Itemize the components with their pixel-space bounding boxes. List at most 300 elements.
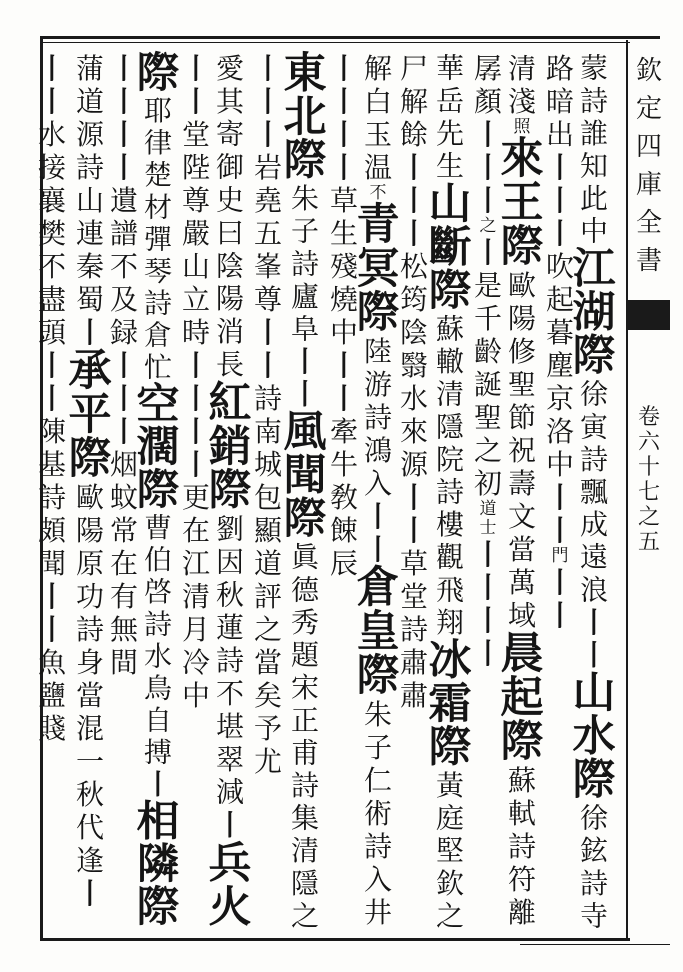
heading-glyph: 山 — [428, 179, 472, 229]
text-glyph: 間 — [109, 646, 138, 679]
text-glyph: 尸 — [399, 52, 428, 85]
repeat-mark: 丨 — [329, 118, 358, 151]
text-glyph: 歐 — [507, 269, 536, 302]
text-glyph: 襄 — [37, 184, 66, 217]
text-glyph: 仁 — [363, 764, 392, 797]
text-glyph: 門 — [551, 546, 569, 566]
text-glyph: 堂 — [399, 580, 428, 613]
text-glyph: 道 — [75, 85, 104, 118]
text-glyph: 草 — [399, 547, 428, 580]
text-glyph: 秀 — [290, 606, 319, 639]
text-glyph: 起 — [545, 283, 574, 316]
text-glyph: 寅 — [579, 410, 608, 444]
heading-glyph: 起 — [500, 673, 544, 723]
text-glyph: 矣 — [253, 679, 282, 712]
text-glyph: 之 — [253, 613, 282, 646]
text-glyph: 尊 — [181, 184, 210, 217]
text-glyph: 觀 — [435, 541, 464, 574]
heading-glyph: 青 — [356, 200, 400, 250]
text-glyph: 詩 — [143, 287, 172, 320]
text-glyph: 吹 — [545, 250, 574, 283]
repeat-mark: 丨 — [329, 382, 358, 415]
heading-glyph: 風 — [283, 407, 327, 458]
text-glyph: 道 — [479, 499, 497, 519]
margin-glyph: 書 — [635, 246, 662, 276]
text-glyph: 翠 — [215, 742, 244, 776]
text-glyph: 中 — [579, 215, 608, 248]
text-glyph: 千 — [473, 302, 502, 335]
text-glyph: 蒲 — [75, 52, 104, 85]
text-glyph: 寺 — [579, 899, 608, 933]
repeat-mark: 丨 — [143, 768, 172, 801]
text-glyph: 玉 — [363, 118, 392, 151]
text-glyph: 減 — [215, 775, 244, 809]
heading-glyph: 濶 — [136, 423, 180, 472]
text-glyph: 賤 — [37, 712, 66, 745]
text-glyph: 基 — [37, 448, 66, 481]
heading-glyph: 際 — [136, 883, 180, 932]
text-glyph: 庭 — [435, 801, 464, 835]
text-glyph: 無 — [109, 613, 138, 646]
text-glyph: 秦 — [75, 250, 104, 283]
text-glyph: 搏 — [143, 736, 172, 769]
fishtail-mark — [628, 300, 670, 330]
text-glyph: 白 — [363, 85, 392, 118]
text-glyph: 鳥 — [143, 672, 172, 705]
margin-glyph: 全 — [635, 208, 662, 238]
text-glyph: 歐 — [75, 481, 104, 514]
heading-glyph: 晨 — [500, 629, 544, 679]
text-column — [29, 52, 75, 745]
heading-glyph: 王 — [500, 178, 544, 228]
text-glyph: 烟 — [109, 448, 138, 481]
text-glyph: 子 — [290, 215, 319, 248]
heading-glyph: 際 — [428, 266, 472, 316]
text-glyph: 辰 — [329, 547, 358, 580]
text-glyph: 譜 — [109, 217, 138, 250]
margin-glyph: 六 — [637, 430, 660, 455]
text-glyph: 祝 — [507, 434, 536, 467]
text-glyph: 聖 — [473, 401, 502, 434]
heading-glyph: 聞 — [283, 451, 327, 501]
text-glyph: 立 — [181, 283, 210, 316]
text-glyph: 詩 — [75, 613, 104, 646]
text-glyph: 倉 — [143, 319, 172, 352]
text-glyph: 及 — [109, 283, 138, 316]
text-glyph: 中 — [545, 448, 574, 481]
text-glyph: 包 — [253, 481, 282, 514]
text-glyph: 正 — [290, 704, 319, 737]
repeat-mark: 丨 — [329, 349, 358, 382]
text-glyph: 洛 — [545, 415, 574, 448]
text-glyph: 堯 — [253, 184, 282, 217]
text-glyph: 之 — [290, 899, 319, 933]
outer-border-top — [40, 36, 660, 39]
text-glyph: 伯 — [143, 543, 172, 576]
text-glyph: 城 — [253, 448, 282, 481]
text-glyph: 塵 — [545, 349, 574, 382]
text-glyph: 壽 — [507, 467, 536, 500]
text-glyph: 解 — [363, 52, 392, 85]
repeat-mark: 丨 — [253, 316, 282, 349]
repeat-mark: 丨 — [399, 151, 428, 184]
text-glyph: 有 — [109, 580, 138, 613]
text-glyph: 詩 — [507, 830, 536, 863]
text-glyph: 集 — [290, 801, 319, 835]
heading-glyph: 際 — [356, 288, 400, 338]
text-glyph: 詩 — [579, 867, 608, 900]
text-glyph: 照 — [513, 117, 531, 137]
text-glyph: 廬 — [290, 280, 319, 313]
text-glyph: 翔 — [435, 606, 464, 639]
text-glyph: 此 — [579, 182, 608, 216]
text-glyph: 入 — [363, 863, 392, 896]
text-glyph: 混 — [75, 712, 104, 745]
heading-glyph: 江 — [572, 244, 616, 295]
text-glyph: 曰 — [215, 216, 244, 250]
repeat-mark: 丨 — [399, 184, 428, 217]
text-glyph: 初 — [473, 467, 502, 500]
heading-glyph: 際 — [136, 49, 180, 98]
repeat-mark: 丨 — [75, 877, 104, 910]
text-glyph: 游 — [363, 368, 392, 401]
text-glyph: 生 — [329, 217, 358, 250]
text-glyph: 黃 — [435, 769, 464, 802]
repeat-mark: 丨 — [109, 382, 138, 415]
text-glyph: 京 — [545, 382, 574, 415]
heading-glyph: 際 — [356, 651, 400, 701]
text-glyph: 成 — [579, 508, 608, 542]
text-glyph: 節 — [507, 401, 536, 434]
text-glyph: 顯 — [253, 514, 282, 547]
heading-glyph: 承 — [68, 346, 112, 396]
text-glyph: 魚 — [37, 646, 66, 679]
text-glyph: 尤 — [253, 745, 282, 778]
margin-glyph: 七 — [637, 480, 660, 505]
text-glyph: 文 — [507, 500, 536, 533]
repeat-mark: 丨 — [109, 52, 138, 85]
margin-glyph: 十 — [637, 455, 660, 480]
text-glyph: 清 — [290, 834, 319, 868]
repeat-mark: 丨 — [181, 415, 210, 448]
text-glyph: 陛 — [181, 151, 210, 184]
heading-glyph: 平 — [68, 390, 112, 440]
text-glyph: 誕 — [473, 368, 502, 401]
text-glyph: 朱 — [363, 698, 392, 731]
heading-glyph: 倉 — [356, 563, 400, 613]
text-glyph: 路 — [545, 52, 574, 85]
heading-glyph: 際 — [428, 722, 472, 773]
heading-glyph: 際 — [208, 465, 252, 516]
text-glyph: 殘 — [329, 250, 358, 283]
text-glyph: 秋 — [215, 578, 244, 612]
text-glyph: 堂 — [181, 118, 210, 151]
repeat-mark: 丨 — [75, 316, 104, 349]
text-glyph: 愛 — [215, 52, 244, 85]
text-glyph: 忙 — [143, 351, 172, 384]
text-glyph: 肅 — [399, 646, 428, 679]
text-glyph: 離 — [507, 896, 536, 929]
repeat-mark: 丨 — [473, 538, 502, 571]
text-glyph: 更 — [181, 481, 210, 514]
text-glyph: 樊 — [37, 217, 66, 250]
text-glyph: 聞 — [37, 547, 66, 580]
text-glyph: 出 — [545, 118, 574, 151]
repeat-mark: 丨 — [545, 217, 574, 250]
text-glyph: 陰 — [399, 316, 428, 349]
text-glyph: 御 — [215, 150, 244, 184]
text-glyph: 冷 — [181, 646, 210, 679]
text-glyph: 蒙 — [579, 52, 608, 85]
text-glyph: 接 — [37, 151, 66, 184]
text-glyph: 尊 — [253, 283, 282, 316]
text-glyph: 劉 — [215, 512, 244, 546]
heading-glyph: 際 — [572, 331, 616, 382]
margin-glyph: 卷 — [637, 405, 660, 430]
text-glyph: 啓 — [143, 575, 172, 608]
text-glyph: 詩 — [143, 607, 172, 641]
heading-glyph: 際 — [500, 222, 544, 272]
repeat-mark: 丨 — [253, 85, 282, 118]
text-glyph: 堪 — [215, 710, 244, 743]
text-glyph: 予 — [253, 712, 282, 745]
repeat-mark: 丨 — [37, 580, 66, 613]
repeat-mark: 丨 — [181, 52, 210, 85]
repeat-mark: 丨 — [109, 349, 138, 382]
heading-glyph: 山 — [572, 668, 616, 718]
heading-glyph: 北 — [283, 92, 327, 142]
heading-glyph: 火 — [208, 882, 252, 933]
text-glyph: 遠 — [579, 541, 608, 574]
text-glyph: 清 — [181, 580, 210, 613]
text-glyph: 暗 — [545, 85, 574, 118]
heading-glyph: 際 — [68, 434, 112, 484]
text-glyph: 餘 — [399, 118, 428, 151]
heading-glyph: 際 — [136, 466, 180, 515]
repeat-mark: 丨 — [545, 151, 574, 184]
margin-glyph: 定 — [635, 94, 662, 124]
text-glyph: 在 — [109, 547, 138, 580]
text-glyph: 材 — [143, 190, 172, 224]
text-glyph: 甫 — [290, 736, 319, 770]
repeat-mark: 丨 — [579, 606, 608, 639]
text-glyph: 江 — [181, 547, 210, 580]
text-glyph: 軾 — [507, 797, 536, 830]
repeat-mark: 丨 — [181, 448, 210, 481]
repeat-mark: 丨 — [290, 345, 319, 379]
repeat-mark: 丨 — [399, 217, 428, 250]
text-glyph: 不 — [37, 250, 66, 283]
text-glyph: 轍 — [435, 345, 464, 379]
margin-juan-label — [630, 405, 668, 555]
text-glyph: 牽 — [329, 415, 358, 448]
text-glyph: 堅 — [435, 834, 464, 868]
text-glyph: 眞 — [290, 541, 319, 574]
text-glyph: 當 — [253, 646, 282, 679]
repeat-mark: 丨 — [253, 52, 282, 85]
heading-glyph: 水 — [572, 711, 616, 762]
text-glyph: 宋 — [290, 671, 319, 705]
text-glyph: 詩 — [215, 644, 244, 678]
repeat-mark: 丨 — [37, 52, 66, 85]
text-glyph: 逢 — [75, 844, 104, 877]
text-glyph: 入 — [363, 467, 392, 500]
text-glyph: 山 — [181, 250, 210, 283]
text-glyph: 鹽 — [37, 679, 66, 712]
heading-glyph: 東 — [283, 49, 327, 99]
text-glyph: 詩 — [399, 613, 428, 646]
text-glyph: 敎 — [329, 481, 358, 514]
text-glyph: 詩 — [290, 247, 319, 281]
text-glyph: 水 — [37, 118, 66, 151]
text-glyph: 道 — [253, 547, 282, 580]
text-glyph: 燒 — [329, 283, 358, 316]
repeat-mark: 丨 — [290, 378, 319, 411]
text-glyph: 顏 — [473, 85, 502, 118]
text-glyph: 山 — [75, 184, 104, 217]
margin-glyph: 之 — [637, 505, 660, 530]
text-glyph: 律 — [143, 126, 172, 159]
repeat-mark: 丨 — [545, 184, 574, 217]
text-glyph: 水 — [399, 382, 428, 415]
repeat-mark: 丨 — [181, 85, 210, 118]
repeat-mark: 丨 — [363, 533, 392, 566]
text-glyph: 域 — [507, 599, 536, 632]
text-glyph: 連 — [75, 217, 104, 250]
margin-glyph: 四 — [635, 132, 662, 162]
text-glyph: 飄 — [579, 475, 608, 509]
text-glyph: 來 — [399, 415, 428, 448]
margin-glyph: 五 — [637, 530, 660, 555]
text-glyph: 之 — [435, 899, 464, 933]
text-glyph: 生 — [435, 149, 464, 183]
text-glyph: 詩 — [363, 830, 392, 863]
text-glyph: 齡 — [473, 335, 502, 368]
text-glyph: 功 — [75, 580, 104, 613]
text-glyph: 術 — [363, 797, 392, 830]
repeat-mark: 丨 — [473, 604, 502, 637]
text-glyph: 樓 — [435, 508, 464, 542]
margin-glyph: 庫 — [635, 170, 662, 200]
margin-glyph: 欽 — [635, 56, 662, 86]
text-glyph: 清 — [507, 52, 536, 85]
text-glyph: 蜀 — [75, 283, 104, 316]
text-glyph: 牛 — [329, 448, 358, 481]
heading-glyph: 來 — [500, 134, 544, 184]
text-glyph: 詩 — [253, 382, 282, 415]
text-glyph: 秋 — [75, 778, 104, 811]
repeat-mark: 丨 — [253, 118, 282, 151]
text-glyph: 陽 — [215, 282, 244, 316]
text-glyph: 琴 — [143, 255, 172, 288]
repeat-mark: 丨 — [37, 613, 66, 646]
text-glyph: 時 — [181, 316, 210, 349]
repeat-mark: 丨 — [181, 382, 210, 415]
text-glyph: 中 — [181, 679, 210, 712]
text-glyph: 楚 — [143, 158, 172, 191]
text-glyph: 解 — [399, 85, 428, 118]
repeat-mark: 丨 — [545, 566, 574, 599]
text-glyph: 録 — [109, 316, 138, 349]
text-glyph: 誰 — [579, 117, 608, 150]
bottom-rule — [520, 944, 670, 945]
heading-glyph: 霜 — [428, 679, 472, 729]
text-glyph: 知 — [579, 149, 608, 183]
text-glyph: 史 — [215, 183, 244, 217]
repeat-mark: 丨 — [109, 415, 138, 448]
text-glyph: 之 — [473, 434, 502, 467]
text-glyph: 詩 — [37, 481, 66, 514]
text-glyph: 詩 — [435, 475, 464, 509]
text-glyph: 寄 — [215, 117, 244, 151]
text-glyph: 不 — [215, 677, 244, 711]
heading-glyph: 相 — [136, 797, 180, 847]
text-glyph: 浪 — [579, 573, 608, 607]
repeat-mark: 丨 — [109, 85, 138, 118]
text-glyph: 之 — [479, 216, 497, 236]
heading-glyph: 冰 — [428, 635, 472, 686]
text-glyph: 詩 — [290, 769, 319, 802]
text-glyph: 隱 — [435, 410, 464, 444]
text-glyph: 月 — [181, 613, 210, 646]
text-glyph: 詩 — [75, 151, 104, 184]
text-glyph: 身 — [75, 646, 104, 679]
repeat-mark: 丨 — [473, 571, 502, 604]
text-glyph: 阜 — [290, 312, 319, 346]
text-glyph: 因 — [215, 545, 244, 579]
text-glyph: 肅 — [399, 679, 428, 712]
text-glyph: 院 — [435, 443, 464, 476]
text-glyph: 子 — [363, 731, 392, 764]
text-glyph: 德 — [290, 573, 319, 607]
text-glyph: 源 — [399, 448, 428, 481]
heading-glyph: 銷 — [208, 421, 252, 472]
text-glyph: 陳 — [37, 415, 66, 448]
text-glyph: 源 — [75, 118, 104, 151]
text-glyph: 不 — [369, 183, 387, 203]
text-glyph: 一 — [75, 745, 104, 778]
text-glyph: 鉉 — [579, 834, 608, 868]
outer-border-bottom — [40, 938, 630, 941]
text-glyph: 中 — [329, 316, 358, 349]
text-glyph: 水 — [143, 640, 172, 673]
repeat-mark: 丨 — [473, 637, 502, 670]
text-glyph: 鴻 — [363, 434, 392, 467]
text-glyph: 盡 — [37, 283, 66, 316]
repeat-mark: 丨 — [545, 481, 574, 514]
repeat-mark: 丨 — [37, 85, 66, 118]
text-glyph: 朱 — [290, 182, 319, 216]
text-glyph: 五 — [253, 217, 282, 250]
text-glyph: 陽 — [75, 514, 104, 547]
text-glyph: 詩 — [579, 84, 608, 118]
repeat-mark: 丨 — [329, 85, 358, 118]
text-glyph: 蓮 — [215, 611, 244, 645]
text-glyph: 聖 — [507, 368, 536, 401]
text-glyph: 消 — [215, 315, 244, 349]
repeat-mark: 丨 — [253, 349, 282, 382]
text-glyph: 峯 — [253, 250, 282, 283]
text-glyph: 是 — [473, 269, 502, 302]
heading-glyph: 際 — [500, 717, 544, 767]
text-glyph: 符 — [507, 863, 536, 896]
text-glyph: 先 — [435, 117, 464, 150]
text-glyph: 淺 — [507, 85, 536, 118]
repeat-mark: 丨 — [215, 808, 244, 842]
text-glyph: 頭 — [37, 316, 66, 349]
text-glyph: 松 — [399, 250, 428, 283]
text-glyph: 岩 — [253, 151, 282, 184]
